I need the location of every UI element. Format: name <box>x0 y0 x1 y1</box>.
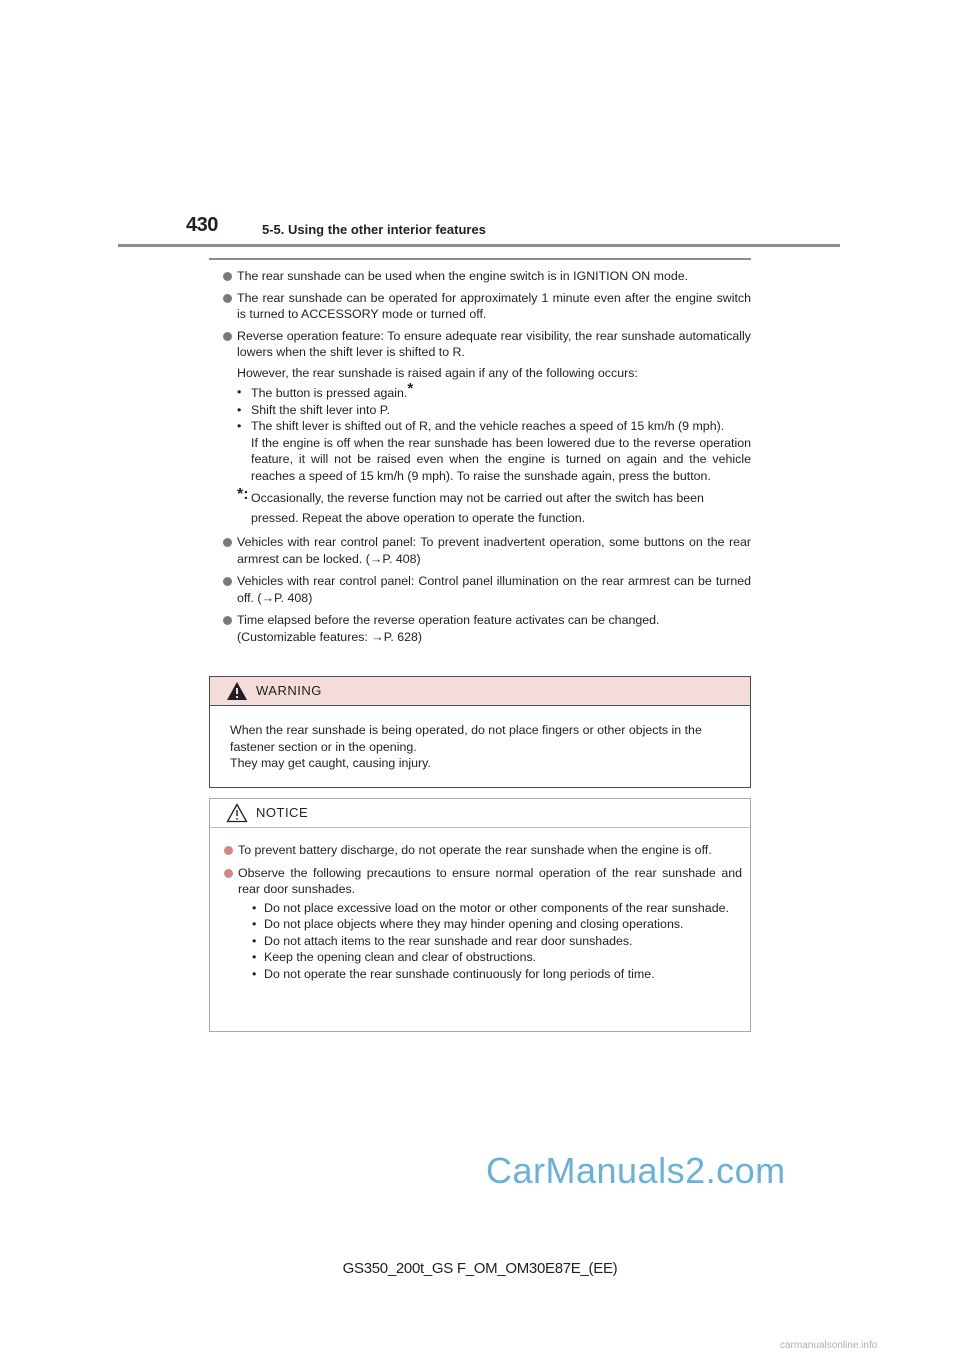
notice-body <box>210 828 750 982</box>
info-item-text: (Customizable features: <box>237 629 372 644</box>
precaution-text: Do not place objects where they may hinder opening and closing operations. <box>264 917 684 931</box>
condition-list <box>209 380 751 435</box>
notice-item <box>210 865 742 898</box>
list-item <box>252 949 742 966</box>
info-item <box>209 268 751 285</box>
info-item-text: Reverse operation feature: To ensure adequate rear visibility, the rear sunshade automatically lowers when the shift lever is shifted to R. <box>237 328 751 359</box>
watermark-logo: CarManuals2.com <box>486 1150 786 1191</box>
info-item <box>209 290 751 323</box>
dot-icon: • <box>252 950 257 964</box>
footnote-marker: * <box>407 380 414 397</box>
warning-title: WARNING <box>256 683 322 698</box>
dot-icon: • <box>237 385 242 399</box>
dot-icon: • <box>237 419 242 433</box>
list-item <box>237 418 751 435</box>
bullet-icon <box>223 332 232 341</box>
notice-item-text: To prevent battery discharge, do not operate the rear sunshade when the engine is off. <box>238 843 712 857</box>
condition-text: The shift lever is shifted out of R, and the vehicle reaches a speed of 15 km/h (9 mph). <box>251 419 725 433</box>
info-item <box>209 534 751 567</box>
page-reference-link[interactable]: →P. 408) <box>369 551 421 566</box>
info-item <box>209 573 751 606</box>
precaution-text: Do not place excessive load on the motor or other components of the rear sunshade. <box>264 900 729 915</box>
list-item <box>252 966 742 983</box>
section-title: 5-5. Using the other interior features <box>262 222 486 237</box>
reverse-operation-note: If the engine is off when the rear sunshade has been lowered due to the reverse operation feature, it will not be raised even when the engine is turned on again and the vehicle reaches a speed of 15 km/h (9 mph). To raise the sunshade again, press the button. <box>251 435 751 483</box>
info-item-text: Time elapsed before the reverse operation feature activates can be changed. <box>237 613 660 627</box>
bullet-icon <box>224 869 233 878</box>
list-item <box>252 916 742 933</box>
precaution-text: Do not operate the rear sunshade continuously for long periods of time. <box>264 966 655 981</box>
precaution-text: Do not attach items to the rear sunshade and rear door sunshades. <box>264 933 633 948</box>
bottom-watermark: carmanualsonline.info <box>780 1340 878 1351</box>
bullet-icon <box>223 294 232 303</box>
page-header <box>0 0 960 250</box>
condition-text: The button is pressed again. <box>251 386 408 400</box>
precaution-text: Keep the opening clean and clear of obstructions. <box>264 950 537 964</box>
warning-icon <box>226 681 248 701</box>
precaution-list <box>210 900 742 983</box>
bullet-icon <box>223 538 232 547</box>
condition-text: Shift the shift lever into P. <box>251 402 390 417</box>
caution-icon <box>226 803 248 823</box>
bullet-icon <box>224 846 233 855</box>
info-item <box>209 612 751 645</box>
page-reference-link[interactable]: →P. 408) <box>261 590 313 605</box>
notice-title: NOTICE <box>256 805 309 820</box>
dot-icon: • <box>237 402 242 417</box>
notice-header <box>210 799 750 828</box>
list-item <box>237 380 751 402</box>
notice-item-text: Observe the following precautions to ensure normal operation of the rear sunshade and rear door sunshades. <box>238 865 742 896</box>
list-item <box>252 933 742 950</box>
dot-icon: • <box>252 933 257 948</box>
warning-box <box>209 676 751 788</box>
dot-icon: • <box>252 900 257 915</box>
page-number: 430 <box>186 214 218 236</box>
bullet-icon <box>223 616 232 625</box>
bullet-icon <box>223 272 232 281</box>
info-section <box>209 258 751 645</box>
reverse-operation-subtext: However, the rear sunshade is raised again if any of the following occurs: <box>237 365 638 380</box>
info-item-text: Vehicles with rear control panel: To prevent inadvertent operation, some buttons on the rear armrest can be locked. ( <box>237 535 751 566</box>
info-item-text: Vehicles with rear control panel: Control panel illumination on the rear armrest can be turned off. ( <box>237 574 751 605</box>
warning-header <box>210 677 750 706</box>
warning-text: They may get caught, causing injury. <box>230 756 431 770</box>
info-item-text: The rear sunshade can be operated for approximately 1 minute even after the engine switch is turned to ACCESSORY mode or turned off. <box>237 290 751 321</box>
notice-item <box>210 842 742 859</box>
dot-icon: • <box>252 966 257 981</box>
warning-body <box>210 706 750 772</box>
bullet-icon <box>223 577 232 586</box>
info-item-text: The rear sunshade can be used when the engine switch is in IGNITION ON mode. <box>237 269 689 283</box>
footnote-mark: *: <box>237 486 249 503</box>
header-divider <box>118 244 840 247</box>
list-item <box>237 402 751 419</box>
warning-text: When the rear sunshade is being operated, do not place fingers or other objects in the fastener section or in the opening. <box>230 723 702 754</box>
dot-icon: • <box>252 917 257 931</box>
footnote-text: Occasionally, the reverse function may not be carried out after the switch has been pressed. Repeat the above operation to operate the function. <box>251 491 704 525</box>
page-reference-link[interactable]: →P. 628) <box>371 629 423 644</box>
list-item <box>252 900 742 917</box>
info-item-reverse-operation <box>209 328 751 361</box>
footnote <box>209 488 751 528</box>
document-code: GS350_200t_GS F_OM_OM30E87E_(EE) <box>342 1260 618 1277</box>
notice-box <box>209 798 751 1032</box>
